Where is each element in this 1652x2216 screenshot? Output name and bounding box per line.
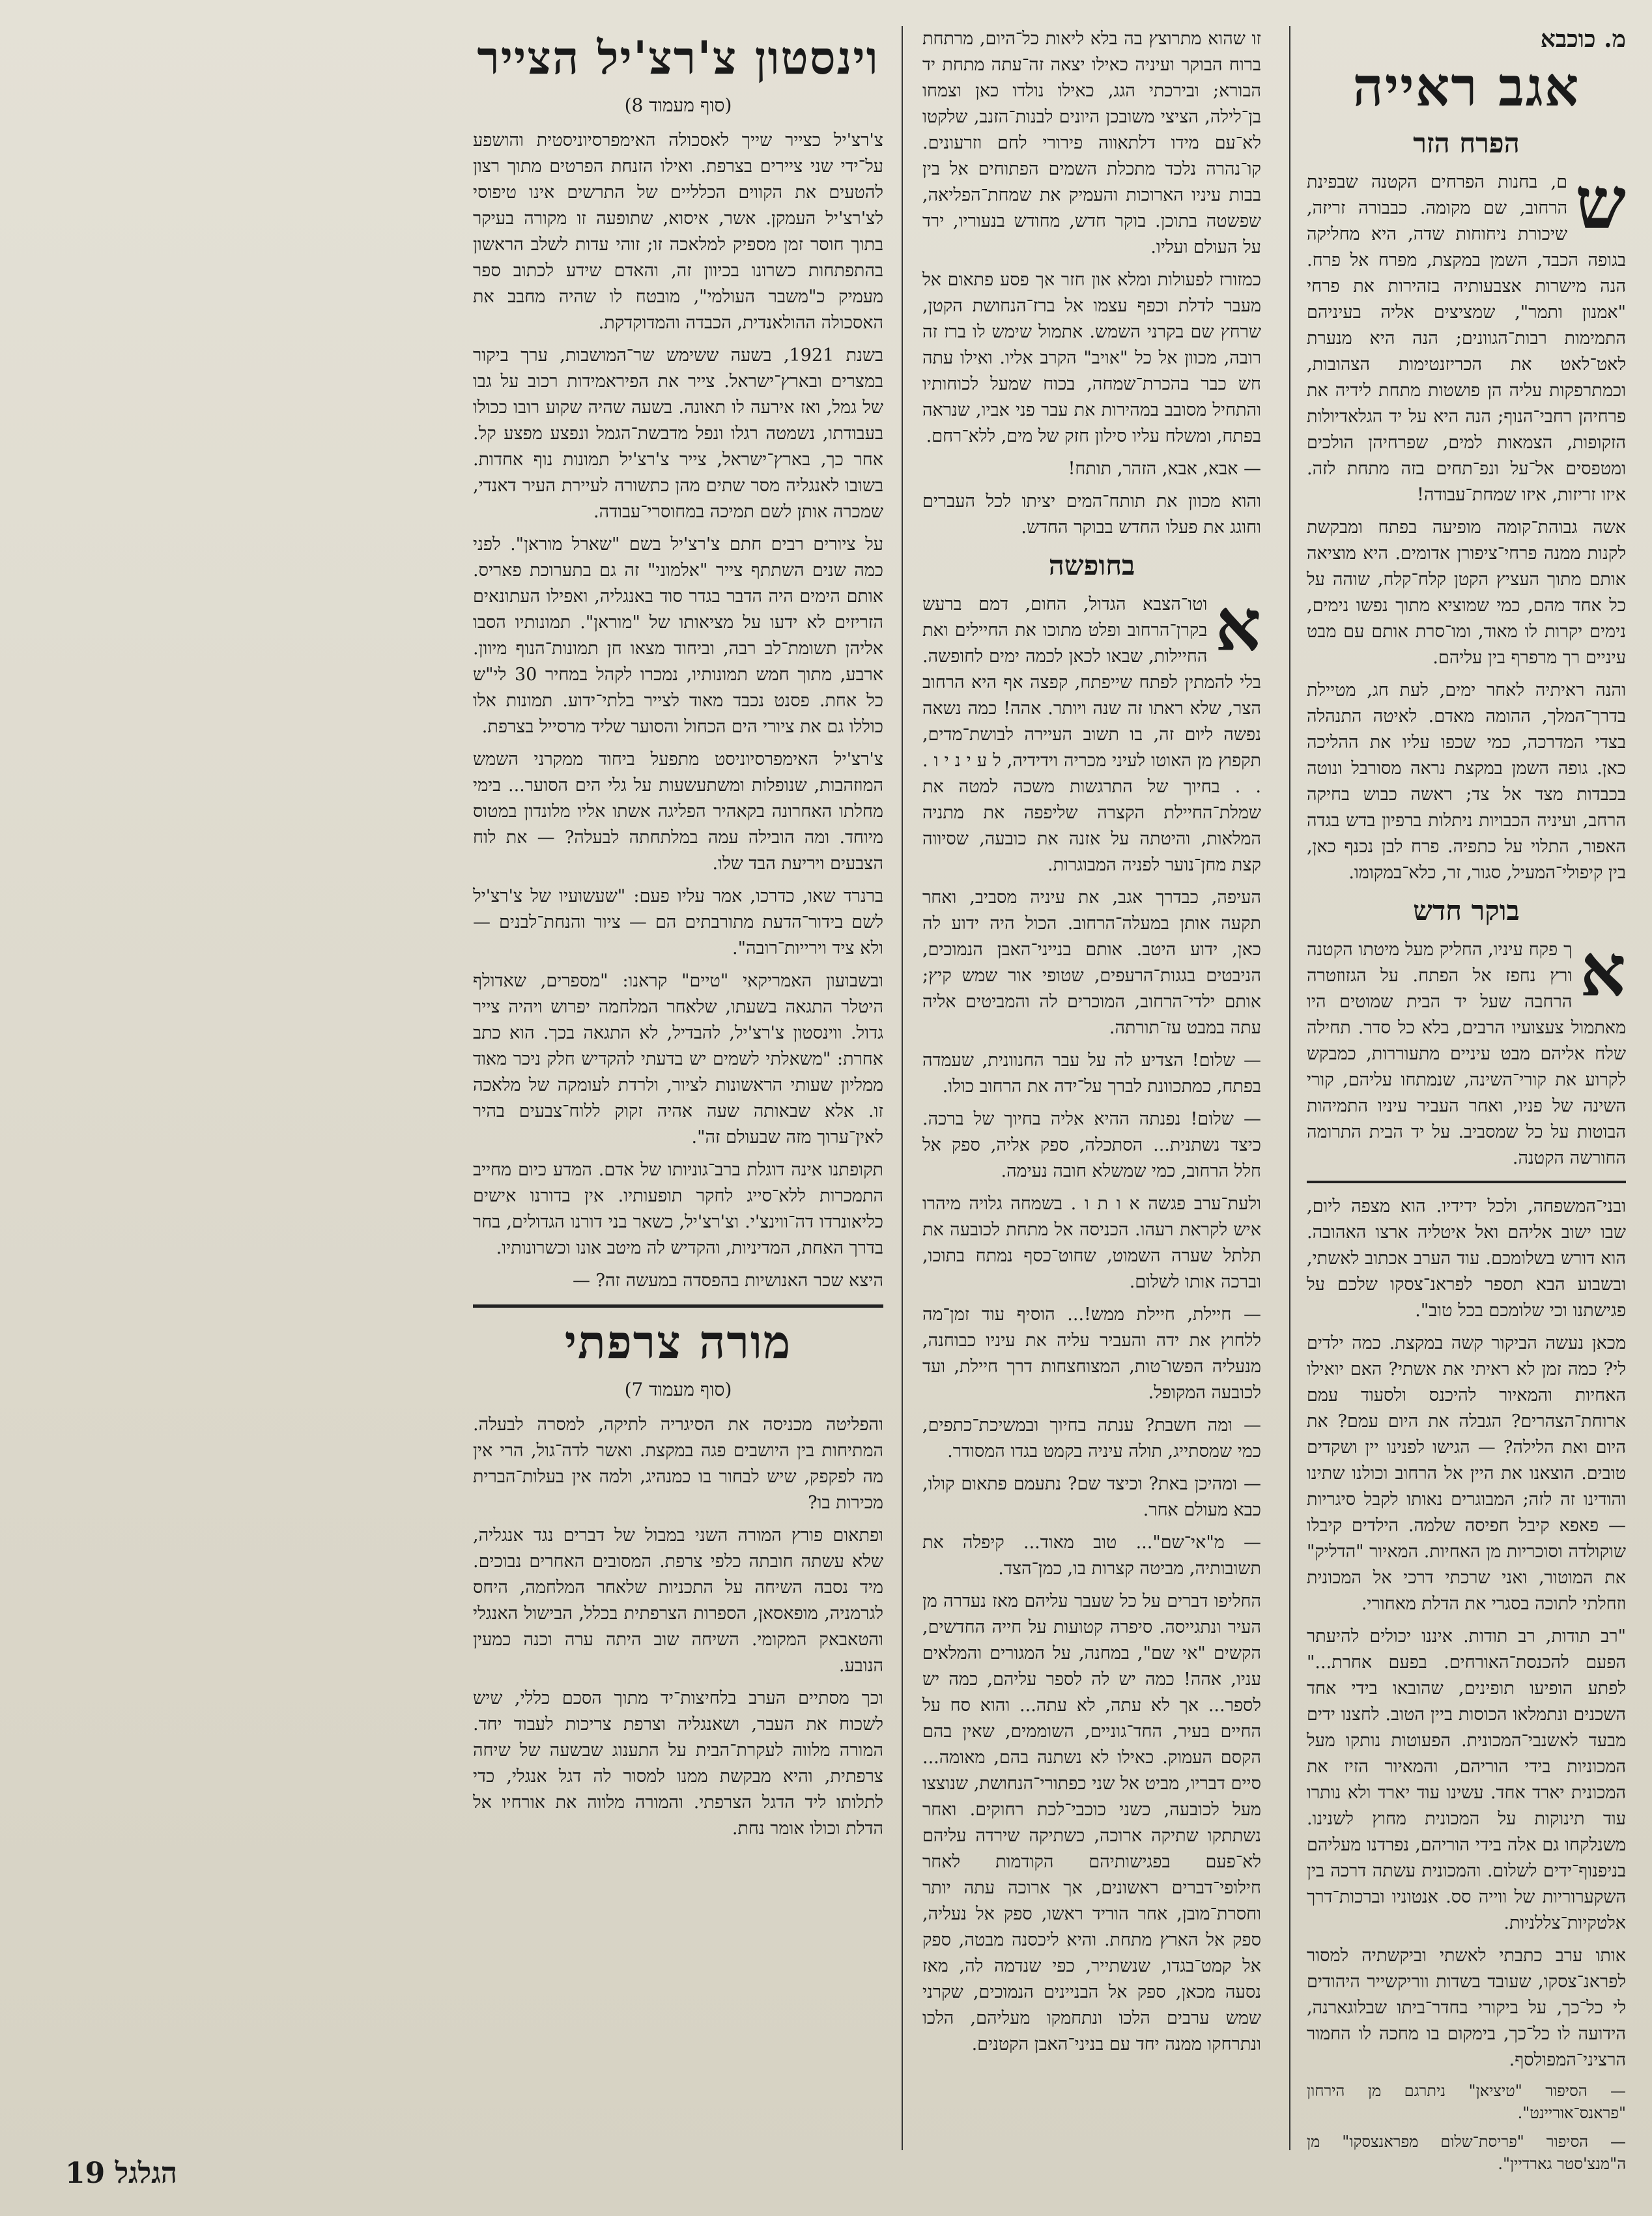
article-title-churchill: וינסטון צ'רצ'יל הצייר bbox=[477, 31, 879, 85]
page-number: 19 bbox=[65, 2157, 106, 2190]
paragraph: על ציורים רבים חתם צ'רצ'יל בשם "שארל מוראן". לפני כמה שנים השתתף צייר "אלמוני" זה גם בתערוכת פאריס. אותם הימים היה הדבר בגדר סוד באנגליה, ואפילו העתונאים הזריזים לא ידעו על מציאותו של "מוראן". תמונותיו הסבו אליהן תשומת־לב רבה, וביחוד מצאו חן תמונות־הנוף מיוון. ארבע, מתוך חמש תמונותיו, נמכרו לקהל במחיר 30 לי"ש כל אחת. פסנט נכבד מאוד לצייר בלתי־ידוע. תמונות אלו כוללו גם את ציורי הים הכחול והסוער שליד מרסייל בצרפת. bbox=[473, 534, 884, 737]
paragraph bbox=[1307, 161, 1626, 508]
paragraph: והנה ראיתיה לאחר ימים, לעת חג, מטיילת בדרך־המלך, ההומה מאדם. לאיטה התנהלה בצדי המדרכה, כמי שכפו עליו את ההליכה כאן. גופה השמן במקצת נראה מסורבל ונוטה בכבדות מצד אל צד; ראשה כבוש בחיקה הרחב, ועיניה הכבויות ניתלות ברפיון בדש בגדה האפור, התלוי על כתפיה. פרח לבן נכנף כאן, בין קיפולי־המעיל, סגור, זר, כלא־במקומו. bbox=[1307, 680, 1626, 883]
paragraph: וכך מסתיים הערב בלחיצות־יד מתוך הסכם כללי, שיש לשכוח את העבר, ושאנגליה וצרפת צריכות לעבוד יחד. המורה מלווה לעקרת־הבית על התענוג שבשעה של שיחה צרפתית, והיא מבקשת ממנו למסור לה דגל אנגלי, כדי לתלותו ליד הדגל הצרפתי. והמורה מלווה את אורחיו אל הדלת וכולו אומר נחת. bbox=[473, 1688, 883, 1839]
paragraph: ברנרד שאו, כדרכו, אמר עליו פעם: "שעשועיו של צ'רצ'יל לשם בידור־הדעת מתורבתים הם — ציור והנחת־לבנים — ולא ציד וירייות־רובה". bbox=[473, 886, 883, 958]
paragraph: — אבא, אבא, הזהר, תותח! bbox=[1068, 459, 1261, 479]
footnote: — הסיפור "טיציאן" ניתרגם מן הירחון "פראנס־אוריינט". bbox=[1307, 2082, 1626, 2122]
paragraph: אותו ערב כתבתי לאשתי וביקשתיה למסור לפראנ־צסקו, שעובד בשדות ווריקשייר היהודים לי כל־כך, על ביקורי בחדר־ביתו שבלוגארנה, הידועה לו כל־כך, בימקום בו מחכה לו החמור הרציני־המפולסף. bbox=[1307, 1946, 1626, 2070]
dropcap: ש bbox=[1575, 161, 1626, 245]
paragraph: אשה גבוהת־קומה מופיעה בפתח ומבקשת לקנות ממנה פרחי־ציפורן אדומים. היא מוציאה אותם מתוך העציץ הקטן קלח־קלח, שוהה על כל אחד מהם, כמי שמוציא מתוך נפשו נימים, נימים יקרות לו מאוד, ומו־סרת אותם עם מבט עיניים רך מרפרף בין עליהם. bbox=[1307, 517, 1626, 668]
column-left bbox=[473, 26, 883, 2157]
paragraph: והוא מכוון את תותח־המים יציתו לכל העברים וחוגג את פעלו החדש בבוקר החדש. bbox=[922, 491, 1261, 538]
column-rule bbox=[1289, 26, 1290, 2150]
paragraph: והפליטה מכניסה את הסיגריה לתיקה, למסרה לבעלה. המתיחות בין היושבים פגה במקצת. ואשר לדה־גול, הרי אין מה לפקפק, שיש לבחור בו כמנהיג, ולמה אין בעלות־הברית מכירות בו? bbox=[473, 1415, 883, 1513]
paragraph: — שלום! הצדיע לה על עבר החנוונית, שעמדה בפתח, כמתכוונת לברך על־ידה את הרחוב כולו. bbox=[922, 1050, 1261, 1097]
column-right bbox=[1307, 25, 1626, 2173]
paragraph: ופתאום פורץ המורה השני במבול של דברים נגד אנגליה, שלא עשתה חובתה כלפי צרפת. המסובים האחרים נבוכים. מיד נסבה השיחה על התכניות שלאחר המלחמה, היחס לגרמניה, מופאסאן, הספרות הצרפתית בכלל, הבישול האנגלי והטאבאק המקומי. השיחה שוב היתה ערה וכנה כמעין הנובע. bbox=[473, 1525, 883, 1676]
paragraph: כמזורז לפעולות ומלא און חזר אך פסע פתאום אל מעבר לדלת וכפף עצמו אל ברז־הנחושת הקטן, שרחץ שם בקרני השמש. אתמול שימש לו ברז זה רובה, מכוון אל כל "אויב" הקרב אליו. ואילו עתה חש כבר בהכרת־שמחה, בכוח שמעל לכוחותיו והתחיל מסובב במהירות את עבר פני אביו, שנראה בפתח, ומשלח עליו סילון חזק של מים, ללא־רחם. bbox=[922, 270, 1261, 446]
continued-note: (סוף מעמוד 7) bbox=[624, 1379, 732, 1400]
paragraph-text: ך פקח עיניו, החליק מעל מיטתו הקטנה ורץ נחפז אל הפתח. על הגזוזטרה הרחבה שעל יד הבית שמוטים היו מאתמול צעצועיו הרבים, בלא כל סדר. תחילה שלח אליהם מבט עיניים מתעוררות, כמבקש לקרוע את קורי־השינה, שנמתחו עליהם, קורי השינה של פניו, ואחר העביר עיניו התמיהות הבוטות על כל שמסביב. על יד הבית התרומה החורשה הקטנה. bbox=[1307, 940, 1626, 1168]
paragraph: ולעת־ערב פגשה א ו ת ו . בשמחה גלויה מיהרו איש לקראת רעהו. הכניסה אל מתחת לכובעה את תלתל שערה השמוט, שחוט־כסף נמתח בתוכו, וברכה אותו לשלום. bbox=[922, 1194, 1261, 1292]
paragraph: "רב תודות, רב תודות. איננו יכולים להיעתר הפעם להכנסת־האורחים. בפעם אחרת..." לפתע הופיעו תופינים, שהובאו בידי אחד השכנים ונתמלאו הכוסות ביין הטוב. לחצנו ידים מבעד לאשנבי־המכונית. הפעוטות נותקו מעל המכוניות בידי הוריהם, והמאיור הזיז את המכונית יארד אחד. עשינו עוד יארד ולא נותרו עוד תינוקות על המכונית מחוץ לשנינו. משנלקחו גם אלה בידי הוריהם, נפרדנו מעליהם בניפנוף־ידים לשלום. והמכונית עשתה דרכה בין השקערוריות של ווייה סס. אנטוניו וברכות־דרך אלטקיות־צללניות. bbox=[1307, 1626, 1626, 1933]
paragraph: תקופתנו אינה דוגלת ברב־גוניותו של אדם. המדע כיום מחייב התמכרות ללא־סייג לחקר תופעותיו. אין בדורנו אישים כליאונרדו דה־ווינצ'י. וצ'רצ'יל, כשאר בני דורנו הגדולים, בחר בדרך האחת, המדיניות, והקדיש לה מיטב אונו וכשרונותיו. bbox=[473, 1160, 883, 1258]
section-title-flower: הפרח הזר bbox=[1413, 127, 1520, 159]
paragraph: — ומהיכן באת? וכיצד שם? נתעמם פתאום קולו, כבא מעולם אחר. bbox=[922, 1474, 1261, 1520]
article-title-french-teacher: מורה צרפתי bbox=[564, 1315, 792, 1369]
magazine-name: הגלגל bbox=[115, 2157, 178, 2190]
paragraph: מכאן נעשה הביקור קשה במקצת. כמה ילדים לי? כמה זמן לא ראיתי את אשתי? האם יואילו האחיות והמאיור להיכנס ולסעוד עמם ארוחת־הצהרים? הגבלה את היום עמם? את היום ואת הלילה? — הגישו לפנינו יין ושקדים טובים. הוצאנו את היין אל הרחוב וכולנו שתינו והודינו זה לזה; המבוגרים נאותו לקבל סיגריות — פאפא קיבל חפיסה שלמה. הילדים קיבלו שוקולדה וסוכריות מן האחיות. המאיור "הדליק" את המוטור, ואני שרכתי דרכי אל המכונית וזחלתי לתוכה בסגרי את הדלת מאחורי. bbox=[1307, 1333, 1626, 1614]
column-rule bbox=[902, 26, 903, 2150]
article-title-agav-reiya: אגב ראייה bbox=[1352, 56, 1580, 119]
author-byline: מ. כוכבא bbox=[1540, 25, 1626, 53]
paragraph: היצא שכר האנושיות בהפסדה במעשה זה? — bbox=[572, 1271, 883, 1291]
section-title-new-morning: בוקר חדש bbox=[1413, 895, 1520, 927]
column-middle bbox=[922, 26, 1261, 2150]
paragraph: — חיילת, חיילת ממש!... הוסיף עוד זמן־מה ללחוץ את ידה והעביר עליה את עיניו כבוחנה, מנעליה הפשו־טות, המצוחצחות דרך חיילת, ועד לכובעה המקופל. bbox=[922, 1304, 1261, 1403]
paragraph: צ'רצ'יל האימפרסיוניסט מתפעל ביחוד ממקרני השמש המוזהבות, שנופלות ומשתעשעות על גלי הים הסוער... בימי מחלתו האחרונה בקאהיר הפליגה אשתו אליו מלונדון במטוס מיוחד. ומה הובילה עמה במלתחתה לבעלה? — את לוח הצבעים ויריעת הבד שלו. bbox=[473, 749, 883, 874]
footnote: — הסיפור "פריסת־שלום מפראנצסקו" מן ה"מנצ'סטר גארדיין". bbox=[1307, 2133, 1626, 2173]
section-title-on-leave: בחופשה bbox=[1048, 549, 1135, 581]
paragraph: החליפו דברים על כל שעבר עליהם מאז נעדרה מן העיר ונתגייסה. סיפרה קטועות על חייה החדשים, הקשים "אי שם", במחנה, על המגורים והמלאים עניו, אהה! כמה יש לה לספר עליהם, כמה יש לספר... אך לא עתה, לא עתה... והוא סח על החיים בעיר, החד־גוניים, השוממים, שאין בהם הקסם העמוק. כאילו לא נשתנה בהם, מאומה... סיים דבריו, מביט אל שני כפתורי־הנחושת, שנוצצו מעל לכובעה, כשני כוכבי־לכת רחוקים. ואחר נשתתקו שתיקה ארוכה, כשתיקה שירדה עליהם לא־פעם בפגישותיהם הקודמות לאחר חילופי־דברים ראשונים, אך ארוכה עתה יותר וחסרת־מובן, אחר הוריד ראשו, ספק אל נעליה, ספק אל הארץ מתחת. והיא ליכסנה מבטה, ספק אל קמט־בגדו, שנשתייר, כפי שנדמה לה, מאז נסעה מכאן, ספק אל הבניינים הנמוכים, שקרני שמש ערבים הלכו ונתחמקו מעליהם, הלכו ונתרחקו ממנה יחד עם בניני־האבן הקטנים. bbox=[922, 1591, 1261, 2054]
section-divider bbox=[473, 1304, 883, 1308]
paragraph: — מ"אי־שם"... טוב מאוד... קיפלה את תשובותיה, מביטה קצרות בו, כמן־הצד. bbox=[922, 1532, 1261, 1579]
paragraph bbox=[1307, 928, 1626, 1172]
paragraph: צ'רצ'יל כצייר שייך לאסכולה האימפרסיוניסטית והושפע על־ידי שני ציירים בצרפת. ואילו הזנחת הפרטים מתוך רצון להטעים את הקווים הכלליים של התרשים אינו טיפוסי לצ'רצ'יל העמקן. אשר, איסוא, שתופעה זו מקורה בעיקר בתוך חוסר זמן מספיק למלאכה זו; זוהי עדות לשלב הראשון בהתפתחות כשרונו בכיוון זה, והאדם שידע לכתוב ספר מעמיק כ"משבר העולמי", מובטח לו שהיה מחבב את האסכולה ההולאנדית, הכבדה והמדוקדקת. bbox=[473, 130, 883, 333]
section-divider bbox=[1307, 1181, 1626, 1183]
paragraph: ובני־המשפחה, ולכל ידידיו. הוא מצפה ליום, שבו ישוב אליהם ואל איטליה ארצו האהובה. הוא דורש בשלומכם. עוד הערב אכתוב לאשתי, ובשבוע הבא תספר לפראנ־צסקו שלכם על פגישתנו וכי שלומכם בכל טוב". bbox=[1307, 1196, 1626, 1321]
dropcap: א bbox=[1580, 928, 1626, 1013]
paragraph: ובשבועון האמריקאי "טיים" קראנו: "מספרים, שאדולף היטלר התגאה בשעתו, שלאחר המלחמה יפרוש ויהיה צייר גדול. ווינסטון צ'רצ'יל, להבדיל, לא התגאה בכך. הוא כתב אחרת: "משאלתי לשמים יש בדעתי להקדיש חלק ניכר מאוד ממליון שעותי הראשונות לציור, ולרדת לעומקה של מלאכה זו. אלא שבאותה שעה אהיה זקוק ללוח־צבעים בהיר לאין־ערוך מזה שבעולם זה". bbox=[473, 971, 883, 1147]
paragraph: זו שהוא מתרוצץ בה בלא ליאות כל־היום, מרתחת ברוח הבוקר ועיניה כאילו יצאה זה־עתה מתחת יד הבורא; ובירכתי הגג, כאילו נולדו כאן וצמחו בן־לילה, הציצי משובכן היונים לבנות־הזנב, שלקטו לא־עם מידו דלתאווה פירורי לחם וזרעונים. קו־נהרה נלכד מתכלת השמים הפתוחים אל בין בבות עיניו הארוכות והעמיק את שמחת־הפליאה, שפשטה בתוכן. בוקר חדש, מחודש בנעוריו, ירד על העולם ועליו. bbox=[922, 29, 1261, 257]
paragraph: העיפה, כבדרך אגב, את עיניה מסביב, ואחר תקעה אותן במעלה־הרחוב. הכול היה ידוע לה כאן, ידוע היטב. אותם בנייני־האבן הנמוכים, הניבטים בגגות־הרעפים, שטופי אור שמש קיץ; אותם ילדי־הרחוב, המוכרים לה והמביטים אליה עתה במבט עז־תורתה. bbox=[922, 887, 1261, 1038]
page-footer bbox=[65, 2157, 177, 2190]
dropcap: א bbox=[1215, 583, 1261, 667]
paragraph: — שלום! נפנתה ההיא אליה בחיוך של ברכה. כיצד נשתנית... הסתכלה, ספק אליה, ספק אל חלל הרחוב, כמי שמשלא חובה נעימה. bbox=[922, 1109, 1261, 1181]
paragraph: בשנת 1921, בשעה ששימש שר־המושבות, ערך ביקור במצרים ובארץ־ישראל. צייר את הפיראמידות רכוב על גבו של גמל, ואז אירעה לו תאונה. בשעה שהיה שקוע רובו ככולו בעבודתו, נשמטה רגלו ונפל מדבשת־הגמל ונפצע מפצע קל. אחר כך, בארץ־ישראל, צייר צ'רצ'יל תמונות נוף אחדות. בשובו לאנגליה מסר שתים מהן כתשורה לעיירת העיר דאנדי, שמכרה אותן לשם תמיכה במחוסרי־עבודה. bbox=[473, 345, 883, 522]
paragraph: — ומה חשבת? ענתה בחיוך ובמשיכת־כתפים, כמי שמסתייג, תולה עיניה בקמט בגדו המסודר. bbox=[922, 1415, 1261, 1461]
paragraph bbox=[922, 583, 1261, 878]
paragraph-text: ם, בחנות הפרחים הקטנה שבפינת הרחוב, שם מקומה. כבבורה זריזה, שיכורת ניחוחות שדה, היא מחליקה בגופה הכבד, השמן במקצת, מפרח אל פרח. הנה מישרות אצבעותיה בזהירות את פרחי "אמנון ותמר", שמציצים אליה בעיניהם התמימות רבות־הגוונים; הנה היא מנערת לאט־לאט את הכריזנטימות הצהובות, וכמתרפקות עליה הן פושטות מתחת לידיה את פרחיהן רחבי־הנוף; הנה היא על יד הגלאדיולות הזקופות, הצמאות למים, שפרחיהן הולכים ומטפסים אל־על ונפ־תחים בזה מתחת לזה. איזו זריזות, איזו שמחת־עבודה! bbox=[1307, 172, 1626, 505]
continued-note: (סוף מעמוד 8) bbox=[624, 94, 732, 116]
paragraph-text: וטו־הצבא הגדול, החום, דמם ברעש בקרן־הרחוב ופלט מתוכו את החיילים ואת החיילות, שבאו לכאן לכמה ימים לחופשה. בלי להמתין לפתח שייפתח, קפצה אף היא הרחוב הצר, שלא ראתו זה שנה ויותר. אהה! כמה נשאה נפשה ליום זה, בו תשוב העיירה לבושת־מדים, תקפוץ מן האוטו לעיני מכריה וידידיה, ל ע י נ י ו . . . בחיוך של התרגשות משכה למטה את שמלת־החיילת הקצרה שליפפה את מתניה המלאות, והיטתה על אזנה את כובעה, שסיווה קצת מחן־נוער לפניה המבוגרות. bbox=[922, 594, 1261, 875]
